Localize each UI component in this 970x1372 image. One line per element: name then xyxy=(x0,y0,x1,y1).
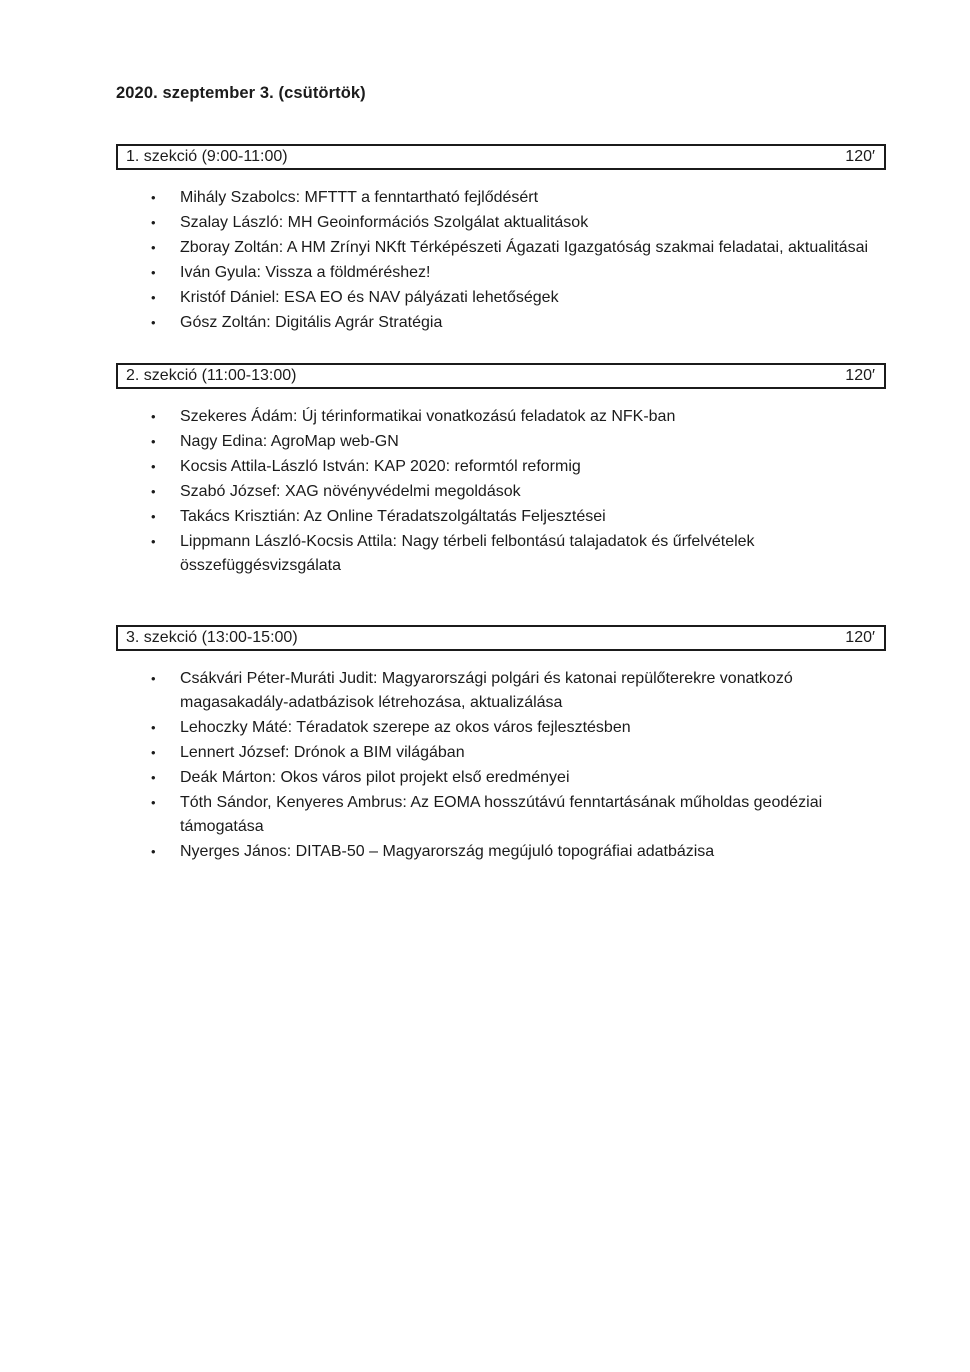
bullet-icon: • xyxy=(151,240,156,255)
talk-text: Tóth Sándor, Kenyeres Ambrus: Az EOMA hosszútávú fenntartásának műholdas geodéziai támogatása xyxy=(180,794,823,835)
section-2 xyxy=(116,363,886,578)
bullet-icon: • xyxy=(151,534,156,549)
talk-item xyxy=(151,791,886,839)
talk-text: Szalay László: MH Geoinformációs Szolgálat aktualitások xyxy=(180,214,589,231)
section-2-talk-list xyxy=(116,405,886,578)
talk-item xyxy=(151,480,886,504)
bullet-icon: • xyxy=(151,795,156,810)
talk-item xyxy=(151,530,886,578)
talk-text: Szekeres Ádám: Új térinformatikai vonatkozású feladatok az NFK-ban xyxy=(180,408,676,425)
talk-text: Szabó József: XAG növényvédelmi megoldások xyxy=(180,483,521,500)
talk-item xyxy=(151,405,886,429)
talk-item xyxy=(151,236,886,260)
talk-text: Nyerges János: DITAB-50 – Magyarország megújuló topográfiai adatbázisa xyxy=(180,843,715,860)
talk-item xyxy=(151,261,886,285)
bullet-icon: • xyxy=(151,459,156,474)
bullet-icon: • xyxy=(151,844,156,859)
talk-item xyxy=(151,286,886,310)
talk-text: Kristóf Dániel: ESA EO és NAV pályázati lehetőségek xyxy=(180,289,559,306)
section-2-title: 2. szekció (11:00-13:00) xyxy=(126,367,297,384)
section-3-title: 3. szekció (13:00-15:00) xyxy=(126,629,298,646)
bullet-icon: • xyxy=(151,720,156,735)
talk-item xyxy=(151,716,886,740)
section-3-duration: 120′ xyxy=(845,629,875,646)
talk-item xyxy=(151,186,886,210)
bullet-icon: • xyxy=(151,509,156,524)
bullet-icon: • xyxy=(151,215,156,230)
talk-text: Kocsis Attila-László István: KAP 2020: reformtól reformig xyxy=(180,458,581,475)
section-1-title: 1. szekció (9:00-11:00) xyxy=(126,148,288,165)
talk-text: Gósz Zoltán: Digitális Agrár Stratégia xyxy=(180,314,443,331)
talk-text: Mihály Szabolcs: MFTTT a fenntartható fejlődésért xyxy=(180,189,539,206)
talk-item xyxy=(151,766,886,790)
talk-item xyxy=(151,741,886,765)
section-2-duration: 120′ xyxy=(845,367,875,384)
talk-item xyxy=(151,311,886,335)
section-3-talk-list xyxy=(116,667,886,864)
talk-item xyxy=(151,211,886,235)
section-1 xyxy=(116,144,886,335)
talk-text: Takács Krisztián: Az Online Téradatszolgáltatás Feljesztései xyxy=(180,508,606,525)
talk-text: Deák Márton: Okos város pilot projekt első eredményei xyxy=(180,769,570,786)
bullet-icon: • xyxy=(151,671,156,686)
bullet-icon: • xyxy=(151,290,156,305)
talk-text: Nagy Edina: AgroMap web-GN xyxy=(180,433,399,450)
bullet-icon: • xyxy=(151,745,156,760)
talk-item xyxy=(151,667,886,715)
section-1-talk-list xyxy=(116,186,886,335)
talk-text: Lippmann László-Kocsis Attila: Nagy térbeli felbontású talajadatok és űrfelvételek összefüggésvizsgálata xyxy=(180,533,755,574)
talk-text: Iván Gyula: Vissza a földméréshez! xyxy=(180,264,431,281)
bullet-icon: • xyxy=(151,190,156,205)
section-1-duration: 120′ xyxy=(845,148,875,165)
bullet-icon: • xyxy=(151,770,156,785)
talk-item xyxy=(151,505,886,529)
section-3-header xyxy=(116,625,886,651)
talk-text: Zboray Zoltán: A HM Zrínyi NKft Térképészeti Ágazati Igazgatóság szakmai feladatai, aktualitásai xyxy=(180,239,869,256)
date-heading: 2020. szeptember 3. (csütörtök) xyxy=(116,84,366,102)
talk-item xyxy=(151,455,886,479)
talk-text: Csákvári Péter-Muráti Judit: Magyarországi polgári és katonai repülőterekre vonatkozó magasakadály-adatbázisok létrehozása, aktualizálása xyxy=(180,670,793,711)
talk-text: Lehoczky Máté: Téradatok szerepe az okos város fejlesztésben xyxy=(180,719,631,736)
section-3 xyxy=(116,625,886,864)
bullet-icon: • xyxy=(151,409,156,424)
talk-text: Lennert József: Drónok a BIM világában xyxy=(180,744,465,761)
talk-item xyxy=(151,430,886,454)
bullet-icon: • xyxy=(151,434,156,449)
bullet-icon: • xyxy=(151,315,156,330)
section-2-header xyxy=(116,363,886,389)
bullet-icon: • xyxy=(151,265,156,280)
section-1-header xyxy=(116,144,886,170)
talk-item xyxy=(151,840,886,864)
bullet-icon: • xyxy=(151,484,156,499)
